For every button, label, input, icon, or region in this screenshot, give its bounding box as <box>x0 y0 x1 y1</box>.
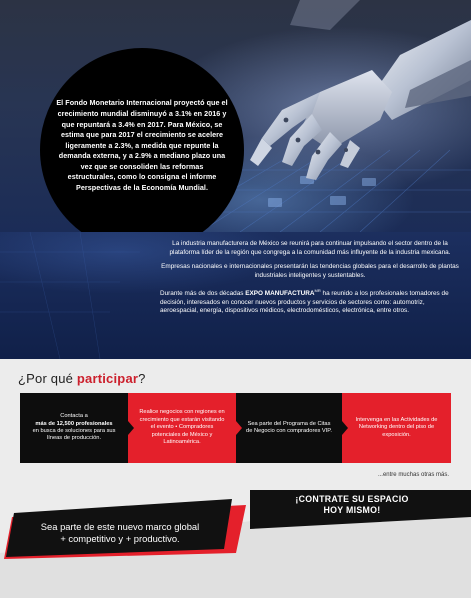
benefit-card-business <box>128 393 236 463</box>
intro-text <box>160 240 460 316</box>
card-3-text: Sea parte del Programa de Citas de Negocio con compradores VIP. <box>246 420 332 434</box>
intro-paragraph-2: Empresas nacionales e internacionales presentarán las tendencias globales para el desarrollo de plantas industriales inteligentes y sustentables. <box>161 263 459 280</box>
tagline-line-2: + competitivo y + productivo. <box>60 533 180 545</box>
heading-end: ? <box>138 371 146 386</box>
heading-accent: participar <box>76 371 139 386</box>
hero-image <box>0 0 471 232</box>
intro-paragraph-1: La industria manufacturera de México se reunirá para continuar impulsando el sector dentro de la plataforma líder de la región que congrega a la comunidad más influyente de la industria mexicana. <box>169 240 451 256</box>
card-arrow <box>128 421 134 435</box>
intro-p3-body: ha reunido a los profesionales tomadores de decisión, interesados en conocer nuevos productos y servicios de sectores como: automotriz, aeroespacial, energía, dispositivos médicos, electrodomésticos, electrónica, entre otros. <box>160 289 449 315</box>
intro-paragraph-3 <box>160 287 460 316</box>
card-1-body: en busca de soluciones para sus líneas de producción. <box>32 428 116 442</box>
why-participate-heading <box>18 371 146 386</box>
intro-band <box>0 232 471 359</box>
cta-line-2: HOY MISMO! <box>323 505 381 515</box>
card-4-text: Intervenga en las Actividades de Networking dentro del piso de exposición. <box>355 416 438 438</box>
benefit-cards <box>20 393 451 463</box>
benefit-card-appointments <box>236 393 342 463</box>
growth-forecast-text: El Fondo Monetario Internacional proyectó que el crecimiento mundial disminuyó a 3.1% en 2016 y que repuntará a 3.4% en 2017. Para México, se estima que para 2017 el crecimiento se acelere ligeramente a 2.3%, a medida que repunte la demanda externa, y a 2.9% a mediano plazo una vez que se consoliden las reformas estructurales, como lo consigna el informe Perspectivas de la Economía Mundial. <box>56 98 228 193</box>
intro-p3-lead: Durante más de dos décadas <box>160 289 246 297</box>
cta-text[interactable] <box>262 494 442 516</box>
benefit-card-contacts-text <box>30 413 118 443</box>
card-arrow <box>342 421 348 435</box>
trademark-mark: MR <box>314 287 321 293</box>
card-1-lead: Contacta a <box>60 413 88 420</box>
cta-line-1: ¡CONTRATE SU ESPACIO <box>295 494 409 504</box>
tagline-line-1: Sea parte de este nuevo marco global <box>40 521 200 532</box>
card-arrow <box>236 421 242 435</box>
brand-name: EXPO MANUFACTURA <box>245 289 315 297</box>
card-2-text: Realice negocios con regiones en crecimiento que estarán visitando el evento • Compradores potenciales de México y Latinoamérica. <box>139 409 225 446</box>
heading-plain: ¿Por qué <box>18 371 77 386</box>
benefit-card-contacts <box>20 393 128 463</box>
tagline <box>20 521 220 546</box>
benefit-card-networking <box>342 393 451 463</box>
card-1-highlight: más de 12,500 profesionales <box>35 420 113 427</box>
more-benefits-note: ...entre muchas otras más. <box>377 472 449 478</box>
